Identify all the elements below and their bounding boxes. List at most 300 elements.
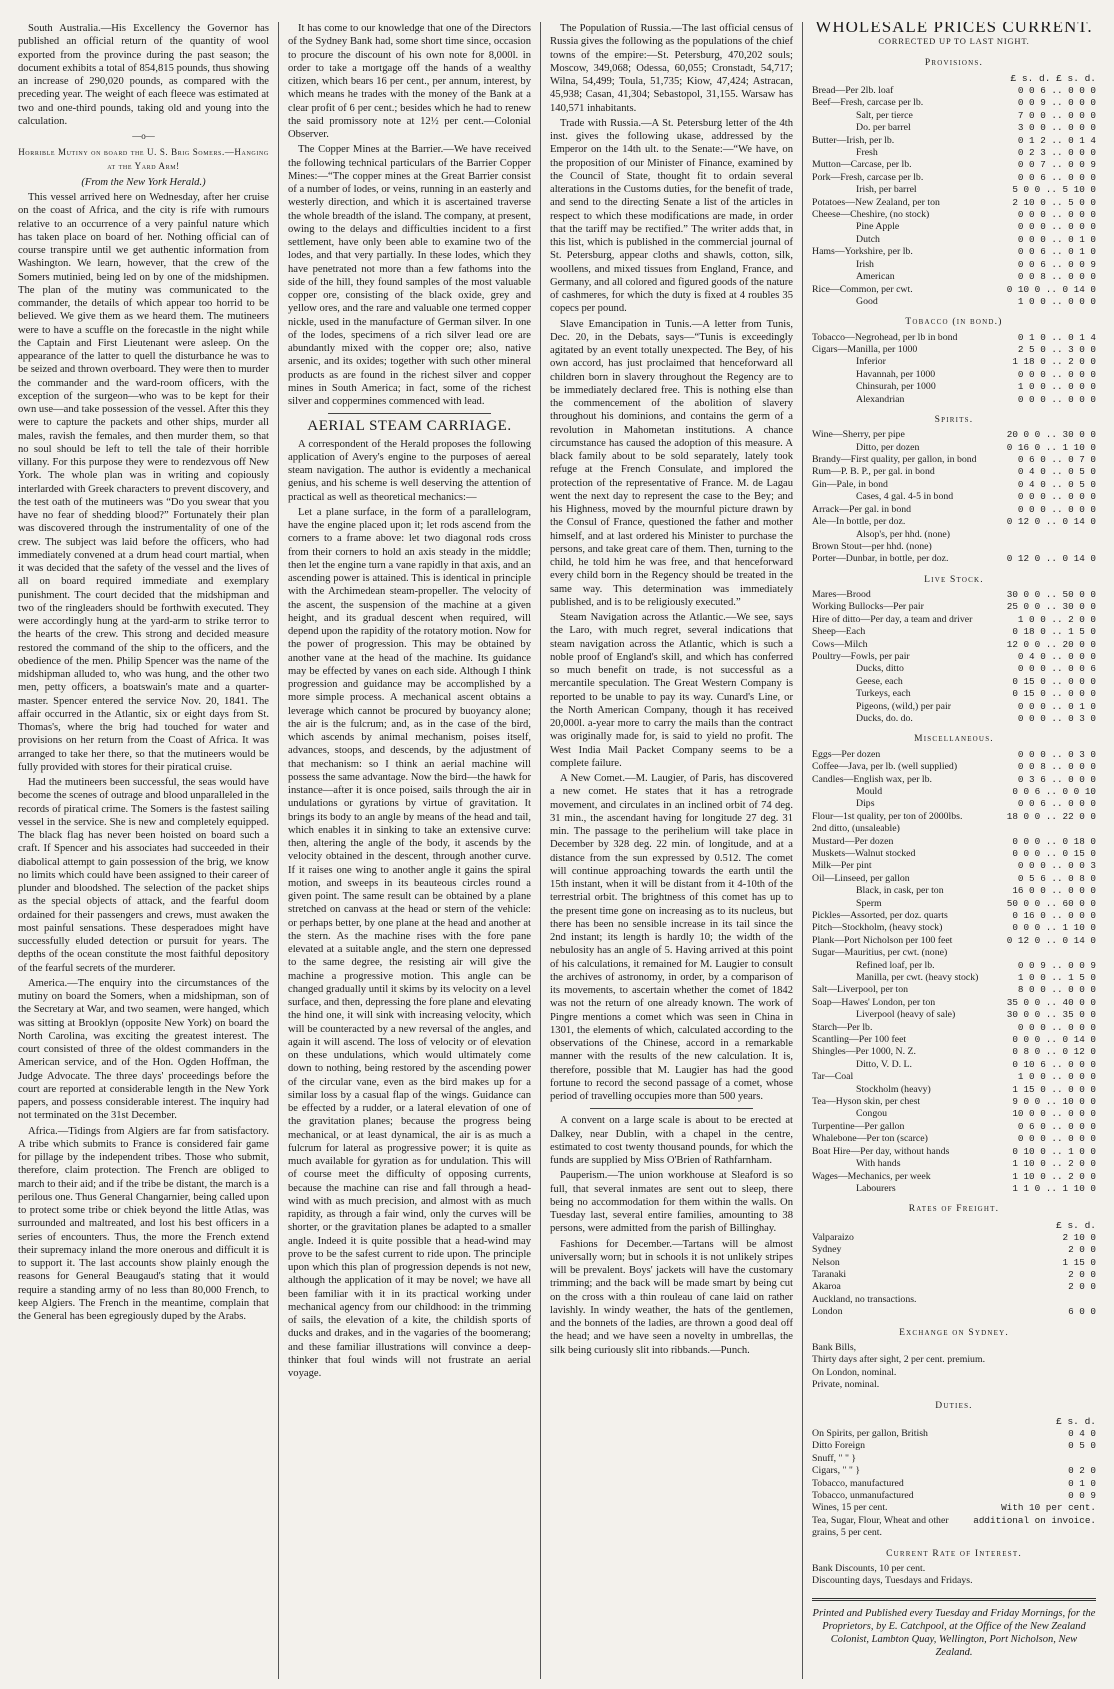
price-row	[812, 873, 1096, 885]
price-row	[812, 898, 1096, 910]
price-row	[812, 369, 1096, 381]
price-row	[812, 1502, 1096, 1514]
price-item: Boat Hire—Per day, without hands	[812, 1145, 950, 1157]
price-sections	[812, 57, 1096, 1196]
price-item: On Spirits, per gallon, British	[812, 1428, 928, 1440]
price-item: Mares—Brood	[812, 588, 871, 600]
price-row	[812, 885, 1096, 897]
price-item: Arrack—Per gal. in bond	[812, 503, 912, 515]
interest-line: Discounting days, Tuesdays and Fridays.	[812, 1575, 973, 1587]
freight-heading: Rates of Freight.	[908, 1204, 1000, 1215]
article-source: (From the New York Herald.)	[81, 176, 206, 188]
price-item: Dips	[856, 798, 875, 810]
price-item: Eggs—Per dozen	[812, 748, 881, 760]
price-row	[812, 1146, 1096, 1158]
price-item: Gin—Pale, in bond	[812, 478, 888, 490]
price-value: 0 1 2 .. 0 1 4	[1017, 134, 1096, 146]
price-value: 1 0 0 .. 0 0 0	[1017, 381, 1096, 393]
price-row	[812, 1158, 1096, 1170]
price-value: 0 0 9	[1068, 1490, 1096, 1502]
price-row	[812, 284, 1096, 296]
price-row	[812, 184, 1096, 196]
price-value: 0 0 0 .. 0 1 0	[1017, 700, 1096, 712]
price-row	[812, 823, 1096, 835]
price-row	[812, 1306, 1096, 1318]
exchange-line: Thirty days after sight, 2 per cent. premium.	[812, 1354, 986, 1366]
article-africa: Africa.—Tidings from Algiers are far from satisfactory. A tribe which submits to France is considered fair game for pillage by the independent tribes. Those who submit, therefore, claim protection. The French are obliged to march to their aid; and if the tribe be distant, the march is a perilous one. Thus General Changarnier, being called upon to protect some tribe or chiek beyond the little Atlas, was surrounded and maltreated, and lost his best officers in a series of encounters. Thus, the more the French extend their supremacy inland the more onerous and difficult it is to support it. The last accounts show plainly enough the reasons for General Beaugaud's stating that it would require a standing army of no less than 80,000 French, to keep Algiers. The French in the meantime, complain that the General has been egregiously duped by the Arabs.	[18, 1125, 269, 1322]
price-item: Akaroa	[812, 1281, 841, 1293]
price-value: 1 0 0 .. 2 0 0	[1017, 613, 1096, 625]
price-value: 0 0 6 .. 0 0 0	[1017, 798, 1096, 810]
price-value: 35 0 0 .. 40 0 0	[1006, 996, 1096, 1008]
price-row	[812, 454, 1096, 466]
price-row	[812, 1478, 1096, 1490]
price-value: 0 0 8 .. 0 0 0	[1017, 761, 1096, 773]
price-row	[812, 1428, 1096, 1440]
price-item: Poultry—Fowls, per pair	[812, 651, 910, 662]
price-value: 0 0 9 .. 0 0 0	[1017, 97, 1096, 109]
price-item: Black, in cask, per ton	[856, 885, 944, 897]
duties-table	[812, 1428, 1096, 1540]
price-value: 16 0 0 .. 0 0 0	[1012, 885, 1096, 897]
price-row	[812, 589, 1096, 601]
price-row	[812, 1096, 1096, 1108]
price-value: 0 12 0 .. 0 14 0	[1006, 553, 1096, 565]
price-item: Stockholm (heavy)	[856, 1083, 931, 1095]
price-value	[973, 1453, 1096, 1465]
price-row	[812, 811, 1096, 823]
price-item: Manilla, per cwt. (heavy stock)	[856, 972, 979, 983]
price-row	[812, 296, 1096, 308]
price-row	[812, 209, 1096, 221]
price-row	[812, 1009, 1096, 1021]
price-item: Dutch	[856, 233, 880, 245]
price-value: 30 0 0 .. 35 0 0	[1006, 1009, 1096, 1021]
article-paragraph: This vessel arrived here on Wednesday, after her cruise on the coast of Africa, and the city is rife with rumours relative to an occurrence of a very painful nature which has taken place on board of her. Nothing official can of course transpire until we get authentic information from Washington. We learn, however, that the crew of the Somers mutinied, being led on by one of the midshipmen. The plan of the mutiny was communicated to the commander, the details of which appear too horrid to be believed. We give them as we heard them. The mutineers were to have a scuffle on the forecastle in the night while the Captain and First Lieutenant were asleep. On the appearance of the latter to quell the disturbance he was to be seized and thrown overboard. They were then to murder the commander and the ward-room officers, with the exception of the surgeon—who was to be kept for their own use—and take possession of the vessel. After this they were to capture the packets and other ships, murder all males, ravish the females, and then murder them, so that no soul should be left to tell the tale of their horrible villany. For this purpose they were to rendezvous off New York. The whole plan was in writing and copiously interlarded with Greek characters to prevent discovery, and the test oath of the mutineers was “Do you swear that you have no fear of shedding blood?” Fortunately their plan was discovered through the instrumentality of one of the crew. The subject was laid before the officers, who had immediately convened at a drum head court martial, when it was decided that the safety of the vessel and the lives of all on board required immediate and exemplary punishment. The court decided that the midshipman and two of the ringleaders should be forthwith executed. They were accordingly hung at the yard-arm to strike terror to the hearts of the crew. This strong and decided measure restored the command of the ship to the officers, and the obedience of the men. Philip Spencer was the name of the midshipman alluded to, who was hung, and the other two men, petty officers, a boatswain's mate and a quarter-master. Spencer entered the service Nov. 20, 1841. The affair occurred in the Atlantic, six or eight days from St. Thomas's, where the brig had touched for water and provisions on her return from the Coast of Africa. It was arranged to take her there, so that the mutineers would be fully provided with stores for their piratical cruise.	[18, 192, 269, 773]
price-row	[812, 1022, 1096, 1034]
price-value: With 10 per cent.	[1001, 1502, 1096, 1514]
price-value: 2 10 0	[1062, 1231, 1096, 1243]
price-row	[812, 860, 1096, 872]
price-item: Ditto, per dozen	[856, 441, 920, 453]
price-item: Coffee—Java, per lb. (well supplied)	[812, 761, 958, 773]
interest-heading: Current Rate of Interest.	[886, 1548, 1022, 1559]
price-value: 0 12 0 .. 0 14 0	[1006, 516, 1096, 528]
price-value: 0 0 0 .. 0 3 0	[1017, 748, 1096, 760]
price-value: 0 0 0 .. 0 14 0	[1012, 1034, 1096, 1046]
price-item: Mutton—Carcase, per lb.	[812, 159, 912, 171]
price-item: Pickles—Assorted, per doz. quarts	[812, 909, 948, 921]
price-row	[812, 1453, 1096, 1465]
price-item: Pine Apple	[856, 221, 900, 233]
price-value: 0 0 0 .. 0 0 0	[1017, 221, 1096, 233]
price-value: 30 0 0 .. 50 0 0	[1006, 588, 1096, 600]
article-paragraph: Had the mutineers been successful, the seas would have become the scenes of outrage and blood unparalleled in the records of piratical crime. The Somers is the fastest sailing vessel in the service. She is new and completely equipped. The black flag has never been hoisted on board such a craft. If Spencer and his associates had succeeded in their diabolical attempt to gain possession of the brig, we know no limits which could have been assigned to their career of plunder and bloodshed. The selection of the packet ships as the special objects of attack, and the fearful doom ordained for their passengers and crews, must awaken the most painful sensations. These desperadoes might have successfully eluded detection or pursuit for years. The depths of the ocean constitute the most faithful depository of the fearful secrets of the murderer.	[18, 777, 269, 974]
price-item: Inferior	[856, 356, 886, 368]
price-item: Labourers	[856, 1182, 896, 1194]
price-section-heading: Miscellaneous.	[914, 734, 994, 745]
price-row	[812, 761, 1096, 773]
price-row	[812, 259, 1096, 271]
price-row	[812, 713, 1096, 725]
price-value: 0 2 3 .. 0 0 0	[1017, 147, 1096, 159]
price-value: 0 0 7 .. 0 0 9	[1017, 159, 1096, 171]
price-item: 2nd ditto, (unsaleable)	[812, 823, 900, 835]
price-row	[812, 110, 1096, 122]
price-item: Geese, each	[856, 675, 903, 687]
price-section-heading: Provisions.	[924, 57, 984, 68]
price-value: 3 0 0 .. 0 0 0	[1017, 122, 1096, 134]
price-value: 0 0 0 .. 0 0 0	[1017, 1021, 1096, 1033]
price-row	[812, 1232, 1096, 1244]
price-row	[812, 479, 1096, 491]
column-2	[278, 22, 540, 1679]
price-item: Soap—Hawes' London, per ton	[812, 996, 936, 1008]
price-row	[812, 1183, 1096, 1195]
price-table	[812, 429, 1096, 565]
price-value: 0 0 0 .. 0 0 0	[1017, 393, 1096, 405]
price-value: 0 0 0 .. 0 18 0	[1012, 835, 1096, 847]
price-item: Wine—Sherry, per pipe	[812, 429, 905, 441]
price-row	[812, 1171, 1096, 1183]
price-value: 0 0 9 .. 0 0 9	[1017, 959, 1096, 971]
price-item: Brown Stout—per hhd. (none)	[812, 540, 932, 552]
price-item: Oil—Linseed, per gallon	[812, 872, 910, 884]
price-value: 20 0 0 .. 30 0 0	[1006, 429, 1096, 441]
price-value: 0 4 0 .. 0 5 0	[1017, 478, 1096, 490]
price-value: 0 12 0 .. 0 14 0	[1006, 934, 1096, 946]
price-row	[812, 972, 1096, 984]
article-heading-aerial: AERIAL STEAM CARRIAGE.	[307, 418, 512, 435]
price-value: 18 0 0 .. 22 0 0	[1006, 810, 1096, 822]
price-value: 5 0 0 .. 5 10 0	[1012, 184, 1096, 196]
price-value: 0 10 0 .. 0 14 0	[1006, 283, 1096, 295]
article-slave-emancipation: Slave Emancipation in Tunis.—A letter from Tunis, Dec. 20, in the Debats, says—“Tunis is exceedingly agitated by an event totally unexpected. The Bey, of his own accord, has just proclaimed that henceforward all children born in slavery throughout the Regency are to be immediately declared free. This is nothing else than the commencement of the abolition of slavery throughout his dominions, and contains the germ of a revolution in Mahometan institutions. A chance circumstance has caused the adoption of this measure. A black family about to be sold separately, lately took refuge at the French Consulate, and implored the protection of the representative of France. M. de Lagau went the next day to represent the case to the Bey; and his Highness, moved by the mournful picture drawn by the Consul of France, questioned the father and mother himself, and at last ordered his Minister to purchase the persons, and take great care of them. Then, turning to the child, he told him he was free, and that henceforward every child born in the Regency should be treated in the same way. This determination was immediately published, and is to be religiously executed.”	[550, 318, 793, 608]
price-value: 9 0 0 .. 10 0 0	[1012, 1096, 1096, 1108]
price-value: 0 0 0 .. 0 0 0	[1017, 209, 1096, 221]
price-row	[812, 910, 1096, 922]
ornament-divider: —o—	[132, 131, 155, 141]
price-value: 0 5 0	[1068, 1440, 1096, 1452]
price-value: 0 2 0	[1068, 1465, 1096, 1477]
price-value: 1 10 0 .. 2 0 0	[1012, 1158, 1096, 1170]
price-value	[1007, 823, 1096, 835]
price-row	[812, 1281, 1096, 1293]
price-row	[812, 1084, 1096, 1096]
price-item: Refined loaf, per lb.	[856, 959, 935, 971]
price-value: 0 6 0 .. 0 7 0	[1017, 454, 1096, 466]
divider-rule	[328, 413, 491, 414]
price-row	[812, 344, 1096, 356]
article-heading-mutiny: Horrible Mutiny on board the U. S. Brig Somers.—Hanging at the Yard Arm!	[18, 147, 269, 171]
price-row	[812, 394, 1096, 406]
price-row	[812, 1034, 1096, 1046]
price-row	[812, 601, 1096, 613]
price-row	[812, 614, 1096, 626]
price-item: Mould	[856, 785, 883, 797]
price-item: Sugar—Mauritius, per cwt. (none)	[812, 947, 948, 959]
price-row	[812, 1257, 1096, 1269]
price-row	[812, 1465, 1096, 1477]
price-row	[812, 1244, 1096, 1256]
price-item: Tar—Coal	[812, 1071, 854, 1083]
price-value: 0 10 6 .. 0 0 0	[1012, 1058, 1096, 1070]
price-item: Snuff, " " }	[812, 1452, 857, 1464]
price-item: Hams—Yorkshire, per lb.	[812, 246, 913, 258]
price-value: 0 0 0 .. 0 3 0	[1017, 713, 1096, 725]
price-row	[812, 332, 1096, 344]
price-section-heading: Live Stock.	[924, 574, 984, 585]
price-item: Wages—Mechanics, per week	[812, 1170, 931, 1182]
price-item: Candles—English wax, per lb.	[812, 773, 932, 785]
price-row	[812, 960, 1096, 972]
price-value: 1 0 0 .. 0 0 0	[1017, 295, 1096, 307]
price-row	[812, 234, 1096, 246]
price-item: Flour—1st quality, per ton of 2000lbs.	[812, 810, 963, 822]
price-item: Hire of ditto—Per day, a team and driver	[812, 613, 973, 625]
price-value: 0 0 8 .. 0 0 0	[1017, 271, 1096, 283]
price-row	[812, 159, 1096, 171]
price-value: 1 18 0 .. 2 0 0	[1012, 356, 1096, 368]
price-row	[812, 1071, 1096, 1083]
price-row	[812, 1515, 1096, 1540]
price-value: 0 0 0 .. 0 0 0	[1017, 1133, 1096, 1145]
price-row	[812, 1490, 1096, 1502]
price-value: 0 0 0 .. 0 15 0	[1012, 847, 1096, 859]
price-row	[812, 466, 1096, 478]
price-item: Auckland, no transactions.	[812, 1293, 917, 1305]
price-value: 0 5 6 .. 0 8 0	[1017, 872, 1096, 884]
columns	[18, 22, 1096, 1679]
article-trade-russia: Trade with Russia.—A St. Petersburg letter of the 4th inst. gives the following ukase, addressed by the Emperor on the 14th ult. to the Senate:—“We have, on the proposition of our Minister of Finance, examined by the Council of State, thought fit to ordain several alterations in the Customs duties, for the benefit of trade, and send to the directing Senate a list of the articles in respect to which these modifications are made, in order that the tariff may be rectified.” The writer adds that, in this list, which is published in the commercial journal of St. Petersburg, appear cloths and shawls, cotton, silk, woollens, and mixed tissues from England, France, and Germany, and all colored and figured goods of the nature of cashmeres, for which the duty is fixed at 4 roubles 35 copecs per pound.	[550, 117, 793, 315]
price-value: 0 0 6 .. 0 0 10	[1012, 785, 1096, 797]
price-row	[812, 197, 1096, 209]
imprint: Printed and Published every Tuesday and Friday Mornings, for the Proprietors, by E. Catchpool, at the Office of the New Zealand Colonist, Lambton Quay, Wellington, Port Nicholson, New Zealand.	[812, 1598, 1096, 1659]
price-item: London	[812, 1306, 843, 1318]
price-item: Scantling—Per 100 feet	[812, 1034, 907, 1046]
article-paragraph: A correspondent of the Herald proposes the following application of Avery's engine to the purposes of aereal steam navigation. The author is evidently a mechanical genius, and his scheme is well deserving the attention of practical as well as theoretical mechanics:—	[288, 438, 531, 503]
price-item: Turpentine—Per gallon	[812, 1120, 905, 1132]
price-row	[812, 271, 1096, 283]
price-row	[812, 541, 1096, 553]
price-value: 7 0 0 .. 0 0 0	[1017, 109, 1096, 121]
price-item: Pitch—Stockholm, (heavy stock)	[812, 922, 943, 934]
price-value: 0 4 0 .. 0 0 0	[1017, 651, 1096, 662]
price-row	[812, 848, 1096, 860]
price-value	[1007, 541, 1096, 553]
price-value: 0 0 6 .. 0 0 9	[1017, 258, 1096, 270]
price-value	[1007, 529, 1096, 541]
price-row	[812, 774, 1096, 786]
price-row	[812, 553, 1096, 565]
price-value: 0 0 6 .. 0 1 0	[1017, 246, 1096, 258]
price-value: 0 0 0 .. 0 0 0	[1017, 503, 1096, 515]
price-item: Muskets—Walnut stocked	[812, 847, 916, 859]
price-value: additional on invoice.	[973, 1514, 1096, 1526]
price-value: 0 0 0 .. 1 10 0	[1012, 922, 1096, 934]
price-row	[812, 639, 1096, 651]
price-table	[812, 332, 1096, 406]
price-row	[812, 381, 1096, 393]
price-item: Beef—Fresh, carcase per lb.	[812, 97, 924, 109]
duties-heading: Duties.	[935, 1400, 973, 1411]
price-item: With hands	[856, 1158, 901, 1170]
price-value: 0 0 0 .. 0 1 0	[1017, 233, 1096, 245]
price-value	[1007, 947, 1096, 959]
price-row	[812, 749, 1096, 761]
price-value: 0 0 6 .. 0 0 0	[1017, 171, 1096, 183]
price-value: 1 0 0 .. 1 5 0	[1017, 972, 1096, 983]
duties-money-header: £ s. d.	[1056, 1415, 1096, 1427]
price-row	[812, 85, 1096, 97]
prices-column	[802, 22, 1096, 1679]
price-value	[1026, 1294, 1096, 1306]
price-value: 0 6 0 .. 0 0 0	[1017, 1120, 1096, 1132]
price-value: 2 0 0	[1068, 1244, 1096, 1256]
price-item: Bread—Per 2lb. loaf	[812, 85, 894, 96]
price-row	[812, 798, 1096, 810]
price-section-heading: Tobacco (in bond.)	[905, 317, 1003, 328]
article-steam-navigation: Steam Navigation across the Atlantic.—We see, says the Laro, with much regret, several indications that steam navigation across the Atlantic, which is such a noble proof of England's skill, and which has conferred so much benefit on trade, is not successful as a mercantile speculation. The Great Western Company is reported to be unable to pay its way. Cunard's Line, or the North American Company, though it has received 20,000l. a-year more to carry the mails than the contract was originally made for, is said to yield no profit. The West India Mail Packet Company seems to be a complete failure.	[550, 612, 793, 769]
exchange-line: Bank Bills,	[812, 1341, 857, 1353]
price-row	[812, 836, 1096, 848]
price-item: Good	[856, 295, 878, 307]
price-item: Turkeys, each	[856, 688, 911, 700]
price-value: 2 10 0 .. 5 0 0	[1012, 196, 1096, 208]
price-item: Liverpool (heavy of sale)	[856, 1009, 956, 1021]
price-value: 1 0 0 .. 0 0 0	[1017, 1071, 1096, 1083]
price-row	[812, 651, 1096, 663]
price-item: Irish	[856, 258, 874, 270]
price-row	[812, 1121, 1096, 1133]
price-item: Sperm	[856, 897, 882, 909]
price-item: Valparaizo	[812, 1231, 854, 1243]
price-item: Tobacco—Negrohead, per lb in bond	[812, 331, 958, 343]
price-row	[812, 676, 1096, 688]
price-item: Chinsurah, per 1000	[856, 381, 936, 393]
article-sydney-bank: It has come to our knowledge that one of the Directors of the Sydney Bank had, some short time since, occasion to procure the discount of his own note for 8,000l. in order to take a mortgage off the hands of a wealthy citizen, which bears 16 per cent., per annum, interest, by which means he trades with the money of the Bank at a clear profit of 6 per cent.; besides which he had to renew the said promissory note at 12½ per cent.—Colonial Observer.	[288, 23, 531, 140]
price-item: Cigars—Manilla, per 1000	[812, 343, 918, 355]
price-value: 10 0 0 .. 0 0 0	[1012, 1108, 1096, 1120]
price-item: Cheese—Cheshire, (no stock)	[812, 209, 930, 221]
price-row	[812, 1046, 1096, 1058]
price-value: 6 0 0	[1068, 1306, 1096, 1318]
price-value: 0 1 0	[1068, 1477, 1096, 1489]
price-item: Ducks, ditto	[856, 663, 904, 675]
price-row	[812, 429, 1096, 441]
price-item: Tobacco, unmanufactured	[812, 1490, 914, 1502]
price-row	[812, 221, 1096, 233]
price-value: 0 0 0 .. 0 0 6	[1017, 663, 1096, 675]
price-item: Ale—In bottle, per doz.	[812, 516, 906, 528]
price-value: 0 0 0 .. 0 0 0	[1017, 491, 1096, 503]
price-row	[812, 97, 1096, 109]
price-item: Mustard—Per dozen	[812, 835, 894, 847]
price-item: Taranaki	[812, 1269, 847, 1281]
price-row	[812, 122, 1096, 134]
price-item: Do. per barrel	[856, 122, 911, 134]
price-item: Sydney	[812, 1244, 842, 1256]
price-row	[812, 935, 1096, 947]
article-south-australia: South Australia.—His Excellency the Governor has published an official return of the quantity of wool exported from the province during the past season; the document exhibits a total of 854,815 pounds, thus showing an increase of 290,020 pounds, as compared with the preceding year. The weight of each fleece was estimated at two and one-third pounds, taking old and young into the calculation.	[18, 23, 269, 127]
price-item: Alexandrian	[856, 393, 905, 405]
price-item: Rum—P. B. P., per gal. in bond	[812, 466, 935, 478]
price-row	[812, 1059, 1096, 1071]
price-row	[812, 504, 1096, 516]
article-america: America.—The enquiry into the circumstances of the mutiny on board the Somers, when a midshipman, son of the Secretary at War, and two seamen, were hanged, which was sitting at Brooklyn (opposite New York) on board the North Carolina, was exciting the greatest interest. The court consisted of three of the oldest commanders in the American service, and of the Hon. Ogden Hoffman, the Judge Advocate. The three days' proceedings before the court are reported at considerable length in the New York papers, and possess considerable interest. The inquiry had not terminated on the 31st December.	[18, 977, 269, 1122]
money-header: £ s. d. £ s. d.	[1010, 72, 1096, 84]
price-value: 1 15 0 .. 0 0 0	[1012, 1083, 1096, 1095]
price-item: Working Bullocks—Per pair	[812, 601, 924, 613]
price-value: 0 4 0	[1068, 1428, 1096, 1440]
prices-title: WHOLESALE PRICES CURRENT.	[815, 22, 1093, 36]
price-item: Brandy—First quality, per gallon, in bond	[812, 454, 977, 466]
price-item: Irish, per barrel	[856, 184, 917, 196]
price-row	[812, 147, 1096, 159]
price-item: Ducks, do. do.	[856, 713, 913, 725]
price-value: 0 18 0 .. 1 5 0	[1012, 626, 1096, 638]
price-row	[812, 442, 1096, 454]
article-population-russia: The Population of Russia.—The last official census of Russia gives the following as the populations of the chief towns of the empire:—St. Petersburg, 470,202 souls; Moscow, 349,068; Odessa, 60,055; Cronstadt, 54,717; Wilna, 54,499; Toula, 51,735; Kiow, 47,424; Astracan, 45,938; Casan, 41,304; Sebastopol, 31,155. Warsaw has 140,571 inhabitants.	[550, 23, 793, 114]
price-value: 0 8 0 .. 0 12 0	[1012, 1046, 1096, 1058]
price-row	[812, 1269, 1096, 1281]
price-value: 0 0 6 .. 0 0 0	[1017, 85, 1096, 96]
price-value: 12 0 0 .. 20 0 0	[1006, 638, 1096, 650]
price-row	[812, 246, 1096, 258]
price-row	[812, 688, 1096, 700]
interest-lines	[812, 1563, 1096, 1588]
article-pauperism: Pauperism.—The union workhouse at Sleaford is so full, that several inmates are sent out to sleep, there being no accommodation for them within the walls. On Tuesday last, several entire families, amounting to 38 persons, were admitted from the parish of Billinghay.	[550, 1170, 793, 1235]
price-row	[812, 997, 1096, 1009]
price-section-heading: Spirits.	[934, 415, 974, 425]
price-value: 2 0 0	[1068, 1269, 1096, 1281]
divider-rule	[590, 1108, 753, 1109]
article-paragraph: Let a plane surface, in the form of a parallelogram, have the engine placed upon it; let rods ascend from the corners to a frame above: let two diagonal rods cross from their corners to hold an axis steady in the middle; then let the engine turn a vane rapidly in that axis, and an ascending power is attained. This is identical in principle with the Archimedean steam-propeller. The velocity of the ascent, the suspension of the machine at a given height, and its gradual descent when required, will depend upon the rapidity of the rotatory motion. Now for the power of progression. This may be obtained by another vane at the head of the machine. Its guidance may be effected by vanes on each side. Although I think progression and guidance may be accomplished by a more simple process. A mechanical ascent obtains a leverage which cannot be procured by buoyancy alone; the air is the fulcrum; and, as in the case of the bird, which ascends by animal mechanism, poises itself, advances, stoops, and descends, by the adjustment of that mechanism: so I think an aerial machine will possess the same advantage. Now the bird—the hawk for instance—after it is once poised, sails through the air in undulations or gyrations by virtue of gravitation. It brings its body to an angle by means of the head and tail, which enables it in sinking to take an extensive curve: then, altering the angle of the body, it ascends by the velocity obtained in the descent, through another curve. If it raises one wing to another angle it gains the spiral motion, and sweeps in its beauteous circles round a given point. The same result can be obtained by a plane stretched on canvass at the head or stern of the vehicle: or perhaps better, by one plane at the head and another at the stern. As the machine rises with the fore pane elevated at a suitable angle, and the stern one depressed to the same degree, the resisting air will give the machine a progressive motion. This angle can be changed gradually until it skims by its velocity on a level surface, and then, depressing the fore plane and elevating the hind one, it will sink with increasing velocity, which will be counteracted by a new reversal of the angles, and again it will ascend. The loss of velocity or of elevation on these undulations, which would ultimately come down to nothing, being restored by the ascending power of the circular vane, even as the bird makes up for a similar loss by a casual flap of the wings. Guidance can be effected by a rudder, or a lateral elevation of one of the gravitation planes; because the progress being mechanical, or at least dynamical, the air is as much a fulcrum for lateral as progressive power; it is quite as much available for gyration as for undulation. This will of course meet the difficulty of opposing currents, because the machine can rise and fall through a head-wind with as much precision, and almost with as much rapidity, as through a fair wind, only the curves will be shorter, or the gravitation planes be adapted to a smaller angle. Indeed it is quite possible that a head-wind may prove to be the safest current to ride upon. The principle upon which this plan of progression depends is not new, although the application of it may be novel; we have all been familiar with it in its practical working under mechanical agency from our childhood: in the trimming of sails, the elevation of a kite, the childish sports of ducks and drakes, and in the vagaries of the boomerang; and these familiar illustrations will convince a deep-thinker that foul winds will not frustrate an aerial voyage.	[288, 506, 531, 1379]
prices-subtitle: CORRECTED UP TO LAST NIGHT.	[878, 36, 1030, 47]
price-row	[812, 516, 1096, 528]
price-row	[812, 356, 1096, 368]
freight-money-header: £ s. d.	[1056, 1219, 1096, 1231]
price-item: Ditto Foreign	[812, 1440, 866, 1452]
exchange-heading: Exchange on Sydney.	[899, 1327, 1009, 1338]
price-item: Milk—Per pint	[812, 860, 872, 872]
price-value: 50 0 0 .. 60 0 0	[1006, 897, 1096, 909]
price-row	[812, 984, 1096, 996]
price-item: Rice—Common, per cwt.	[812, 283, 913, 295]
column-1	[18, 22, 278, 1679]
price-row	[812, 491, 1096, 503]
exchange-lines	[812, 1342, 1096, 1392]
price-row	[812, 135, 1096, 147]
price-row	[812, 701, 1096, 713]
article-new-comet: A New Comet.—M. Laugier, of Paris, has discovered a new comet. He states that it has a retrograde movement, and circulates in an inclined orbit of 74 deg. 31 min., the ascendant having for longitude 27 deg. 31 min. The passage to the perihelium will take place in December by 328 deg. 22 min. of longitude, and at a distance from the sun expressed by 0.512. The comet will continue approaching towards the earth until the 15th instant, when it will be distant from it 4-10th of the terrestrial orbit. The brightness of this comet has up to the present time gone on increasing as to its nucleus, but there has been no sensible increase in its tail since the 2nd instant; its length is hardly 10; the width of the nebulosity has an angle of 5. Having arrived at this point of his calculations, it remained for M. Laugier to consult the archives of astronomy, in order, by a comparison of its movements, to ascertain whether the comet of 1842 was not the return of one already known. The work of Pingre mentions a comet which was seen in China in 1301, the elements of which, calculated according to the observations of the Chinese, accord in a remarkable manner with the results of the new calculation. It is, therefore, possible that M. Laugier has had the good fortune to record the second passage of a comet, whose period of travelling occupies more than 500 years.	[550, 773, 793, 1102]
price-row	[812, 947, 1096, 959]
interest-line: Bank Discounts, 10 per cent.	[812, 1562, 926, 1574]
price-row	[812, 1133, 1096, 1145]
price-value: 1 10 0 .. 2 0 0	[1012, 1170, 1096, 1182]
price-item: Tea—Hyson skin, per chest	[812, 1096, 921, 1108]
exchange-line: On London, nominal.	[812, 1366, 897, 1378]
price-item: Shingles—Per 1000, N. Z.	[812, 1046, 916, 1058]
price-value: 0 3 6 .. 0 0 0	[1017, 773, 1096, 785]
price-item: Wines, 15 per cent.	[812, 1502, 888, 1514]
price-item: Cigars, " " }	[812, 1465, 861, 1477]
price-value: 0 15 0 .. 0 0 0	[1012, 675, 1096, 687]
price-row	[812, 626, 1096, 638]
price-value: 1 15 0	[1062, 1256, 1096, 1268]
price-table	[812, 589, 1096, 725]
price-item: Ditto, V. D. L.	[856, 1058, 912, 1070]
